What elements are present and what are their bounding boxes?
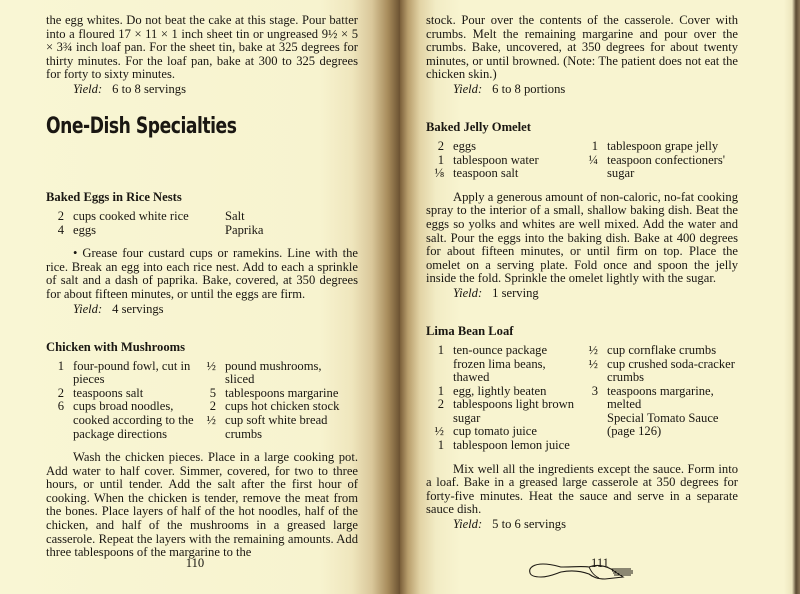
ingredient-item xyxy=(198,400,358,414)
ingredient-quantity xyxy=(198,224,225,238)
ingredient-list-right xyxy=(580,140,738,181)
yield-label: Yield: xyxy=(73,81,103,96)
ingredient-text: eggs xyxy=(73,222,97,237)
ingredient-item xyxy=(580,154,738,181)
ingredient-text: four-pound fowl, cut in pieces xyxy=(73,358,191,387)
ingredient-quantity: 1 xyxy=(591,138,598,153)
ingredient-quantity: 5 xyxy=(209,385,216,400)
continuation-text: stock. Pour over the contents of the casserole. Cover with crumbs. Melt the remaining margarine and pour over the crumbs. Bake, uncovered, at 350 degrees for about twenty minutes, or until browned. (Note: The patient does not eat the chicken skin.) xyxy=(426,13,738,82)
ingredient-text: cup tomato juice xyxy=(453,424,537,439)
yield-value: 6 to 8 portions xyxy=(492,81,566,96)
continuation-yield xyxy=(426,82,738,96)
ingredient-text: ten-ounce package frozen lima beans, thawed xyxy=(453,342,548,385)
yield-label: Yield: xyxy=(73,301,103,316)
ingredient-item xyxy=(46,400,198,441)
ingredient-text: teaspoon confectioners' sugar xyxy=(607,152,726,181)
ingredient-item xyxy=(198,360,358,387)
ingredient-columns xyxy=(46,360,358,442)
ingredient-item xyxy=(46,387,198,401)
ingredient-item xyxy=(198,387,358,401)
ingredient-text: cups broad noodles, cooked according to the package directions xyxy=(73,399,194,441)
recipe-directions: Apply a generous amount of non-caloric, no-fat cooking spray to the interior of a small, shallow baking dish. Beat the eggs so yolks and whites are well mixed. Add the water and salt. Pour the eggs into the baking dish. Bake at 400 degrees for about fifteen minutes, or until firm on top. Place the omelet on a serving plate. Fold once and spoon the jelly inside the fold. Sprinkle the omelet lightly with the sugar. xyxy=(426,189,738,286)
recipe-directions: Mix well all the ingredients except the sauce. Form into a loaf. Bake in a greased large casserole at 350 degrees for forty-five minutes. Heat the sauce and serve in a separate sauce dish. xyxy=(426,461,738,517)
page-number-wrap xyxy=(0,556,400,571)
ingredient-text: cups cooked white rice xyxy=(73,208,189,223)
ingredient-quantity: 2 xyxy=(209,399,216,414)
ingredient-item xyxy=(580,385,738,412)
ingredient-text: cups hot chicken stock xyxy=(225,399,340,414)
right-page-content xyxy=(426,14,738,585)
ingredient-quantity: ¼ xyxy=(588,152,598,167)
ingredient-list-left xyxy=(46,210,198,237)
ingredient-quantity: 1 xyxy=(437,342,444,357)
yield-value: 1 serving xyxy=(492,285,539,300)
ingredient-quantity: 2 xyxy=(437,138,444,153)
ingredient-quantity: ½ xyxy=(434,424,444,439)
ingredient-quantity xyxy=(198,210,225,224)
chapter-title: One-Dish Specialties xyxy=(46,113,237,139)
ingredient-quantity: 2 xyxy=(57,385,64,400)
ingredient-list-left xyxy=(426,344,580,453)
yield-label: Yield: xyxy=(453,285,483,300)
page-number: 111 xyxy=(591,556,609,570)
ingredient-text: cup cornflake crumbs xyxy=(607,342,717,357)
ingredient-text: egg, lightly beaten xyxy=(453,383,547,398)
ingredient-columns xyxy=(426,140,738,181)
ingredient-quantity: ½ xyxy=(588,342,598,357)
ingredient-list-left xyxy=(46,360,198,442)
ingredient-list-left xyxy=(426,140,580,181)
yield-value: 6 to 8 servings xyxy=(112,81,186,96)
ingredient-text: tablespoons margarine xyxy=(225,385,339,400)
ingredient-list-right xyxy=(198,360,358,442)
recipe-yield xyxy=(46,302,358,316)
continuation-text: the egg whites. Do not beat the cake at this stage. Pour batter into a floured 17 × 11 × 1 inch sheet tin or ungreased 9½ × 5 × 3¾ inch loaf pan. For the sheet tin, bake at 325 degrees for thirty minutes. For the loaf pan, bake at 300 to 325 degrees for forty to sixty minutes. xyxy=(46,13,358,82)
ingredient-item xyxy=(426,154,580,168)
ingredient-quantity: ½ xyxy=(588,356,598,371)
ingredient-text: tablespoons light brown sugar xyxy=(453,397,575,425)
recipe-directions: Wash the chicken pieces. Place in a large cooking pot. Add water to half cover. Simmer, covered, for two to three hours, or until tender. Add the salt after the first hour of cooking. When the chicken is tender, remove the meat from the bones. Place layers of half of the hot noodles, half of the chicken, and half of the mushrooms in a greased large casserole. Repeat the layers with the remaining amounts. Add three tablespoons of the margarine to the xyxy=(46,450,358,560)
ingredient-item xyxy=(426,344,580,385)
ingredient-quantity: 1 xyxy=(57,358,64,373)
ingredient-list-right xyxy=(198,210,358,237)
ingredient-quantity: 6 xyxy=(57,399,64,414)
ingredient-item xyxy=(426,398,580,425)
ingredient-quantity: ⅛ xyxy=(434,166,444,181)
recipe-title: Chicken with Mushrooms xyxy=(46,339,186,354)
ingredient-item xyxy=(198,210,358,224)
recipe-directions xyxy=(46,247,358,301)
ingredient-item xyxy=(426,439,580,453)
page-number: 110 xyxy=(185,556,205,570)
yield-value: 4 servings xyxy=(112,301,164,316)
ingredient-item xyxy=(580,412,738,439)
ingredient-item xyxy=(426,140,580,154)
page-number-wrap xyxy=(400,556,800,571)
continuation-yield xyxy=(46,82,358,96)
recipe-title: Lima Bean Loaf xyxy=(426,323,514,338)
ingredient-text: tablespoon lemon juice xyxy=(453,438,570,453)
ingredient-text: teaspoon salt xyxy=(453,166,519,181)
right-page xyxy=(400,0,800,594)
ingredient-columns xyxy=(426,344,738,453)
ingredient-quantity: 3 xyxy=(591,383,598,398)
ingredient-item xyxy=(198,414,358,441)
ingredient-text: pound mushrooms, sliced xyxy=(225,358,322,387)
ingredient-columns xyxy=(46,210,358,237)
directions-text: Grease four custard cups or ramekins. Line with the rice. Break an egg into each rice nest. Add to each a sprinkle of salt and a dash of paprika. Bake, covered, at 350 degrees for about fifteen minutes, or until the eggs are firm. xyxy=(46,246,358,301)
ingredient-item xyxy=(46,224,198,238)
ingredient-quantity: 1 xyxy=(437,438,444,453)
recipe-title: Baked Jelly Omelet xyxy=(426,119,531,134)
ingredient-quantity: ½ xyxy=(206,412,216,427)
ingredient-text: eggs xyxy=(453,138,477,153)
ingredient-text: Special Tomato Sauce (page 126) xyxy=(607,410,719,439)
ingredient-text: tablespoon grape jelly xyxy=(607,138,719,153)
ingredient-item xyxy=(580,358,738,385)
ingredient-item xyxy=(46,360,198,387)
ingredient-item xyxy=(198,224,358,238)
ingredient-text: tablespoon water xyxy=(453,152,539,167)
ingredient-text: teaspoons margarine, melted xyxy=(607,383,714,412)
recipe-yield xyxy=(426,517,738,531)
ingredient-item xyxy=(580,344,738,358)
recipe-yield xyxy=(426,286,738,300)
ingredient-text: Salt xyxy=(225,208,245,223)
ingredient-text: cup crushed soda-cracker crumbs xyxy=(607,356,735,385)
ingredient-quantity: 4 xyxy=(57,222,64,237)
ingredient-quantity: 2 xyxy=(437,397,444,412)
yield-label: Yield: xyxy=(453,81,483,96)
ingredient-quantity xyxy=(580,412,607,439)
ingredient-item xyxy=(580,140,738,154)
bullet-mark: • xyxy=(73,246,83,261)
ingredient-text: Paprika xyxy=(225,222,264,237)
ingredient-item xyxy=(426,425,580,439)
ingredient-item xyxy=(426,167,580,181)
yield-label: Yield: xyxy=(453,517,483,532)
recipe-title: Baked Eggs in Rice Nests xyxy=(46,189,182,204)
ingredient-text: teaspoons salt xyxy=(73,385,144,400)
ingredient-list-right xyxy=(580,344,738,453)
ingredient-item xyxy=(426,385,580,399)
ingredient-quantity: ½ xyxy=(206,358,216,373)
ingredient-quantity: 1 xyxy=(437,383,444,398)
ingredient-item xyxy=(46,210,198,224)
ingredient-quantity: 1 xyxy=(437,152,444,167)
ingredient-text: cup soft white bread crumbs xyxy=(225,412,328,441)
left-page-content xyxy=(46,14,358,560)
ingredient-quantity: 2 xyxy=(57,208,64,223)
yield-value: 5 to 6 servings xyxy=(492,517,566,532)
